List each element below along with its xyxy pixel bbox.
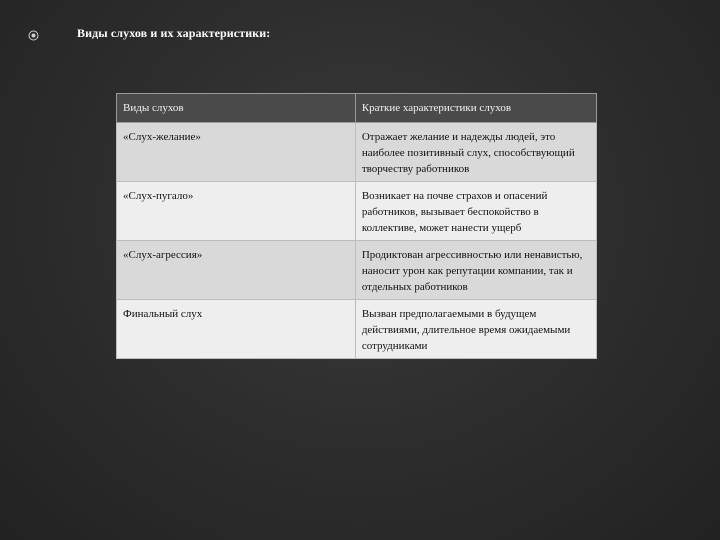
table-row: [117, 241, 597, 300]
rumor-description-cell: Продиктован агрессивностью или ненавистью, наносит урон как репутации компании, так и отдельных работников: [355, 241, 596, 300]
rumor-description-cell: Вызван предполагаемыми в будущем действиями, длительное время ожидаемыми сотрудниками: [355, 300, 596, 359]
table-header-row: [117, 94, 597, 123]
rumor-description-cell: Возникает на почве страхов и опасений работников, вызывает беспокойство в коллективе, может нанести ущерб: [355, 182, 596, 241]
column-header-characteristics: Краткие характеристики слухов: [355, 94, 596, 123]
table-row: [117, 182, 597, 241]
column-header-types: Виды слухов: [117, 94, 356, 123]
table-row: [117, 123, 597, 182]
rumor-types-table: [116, 93, 597, 359]
heading-row: [28, 26, 688, 41]
rumor-type-cell: «Слух-желание»: [117, 123, 356, 182]
target-bullet-icon: [28, 28, 39, 39]
slide-heading: Виды слухов и их характеристики:: [77, 26, 271, 40]
rumor-type-cell: «Слух-агрессия»: [117, 241, 356, 300]
rumor-type-cell: «Слух-пугало»: [117, 182, 356, 241]
rumor-description-cell: Отражает желание и надежды людей, это наиболее позитивный слух, способствующий творчеству работников: [355, 123, 596, 182]
table-row: [117, 300, 597, 359]
rumor-type-cell: Финальный слух: [117, 300, 356, 359]
